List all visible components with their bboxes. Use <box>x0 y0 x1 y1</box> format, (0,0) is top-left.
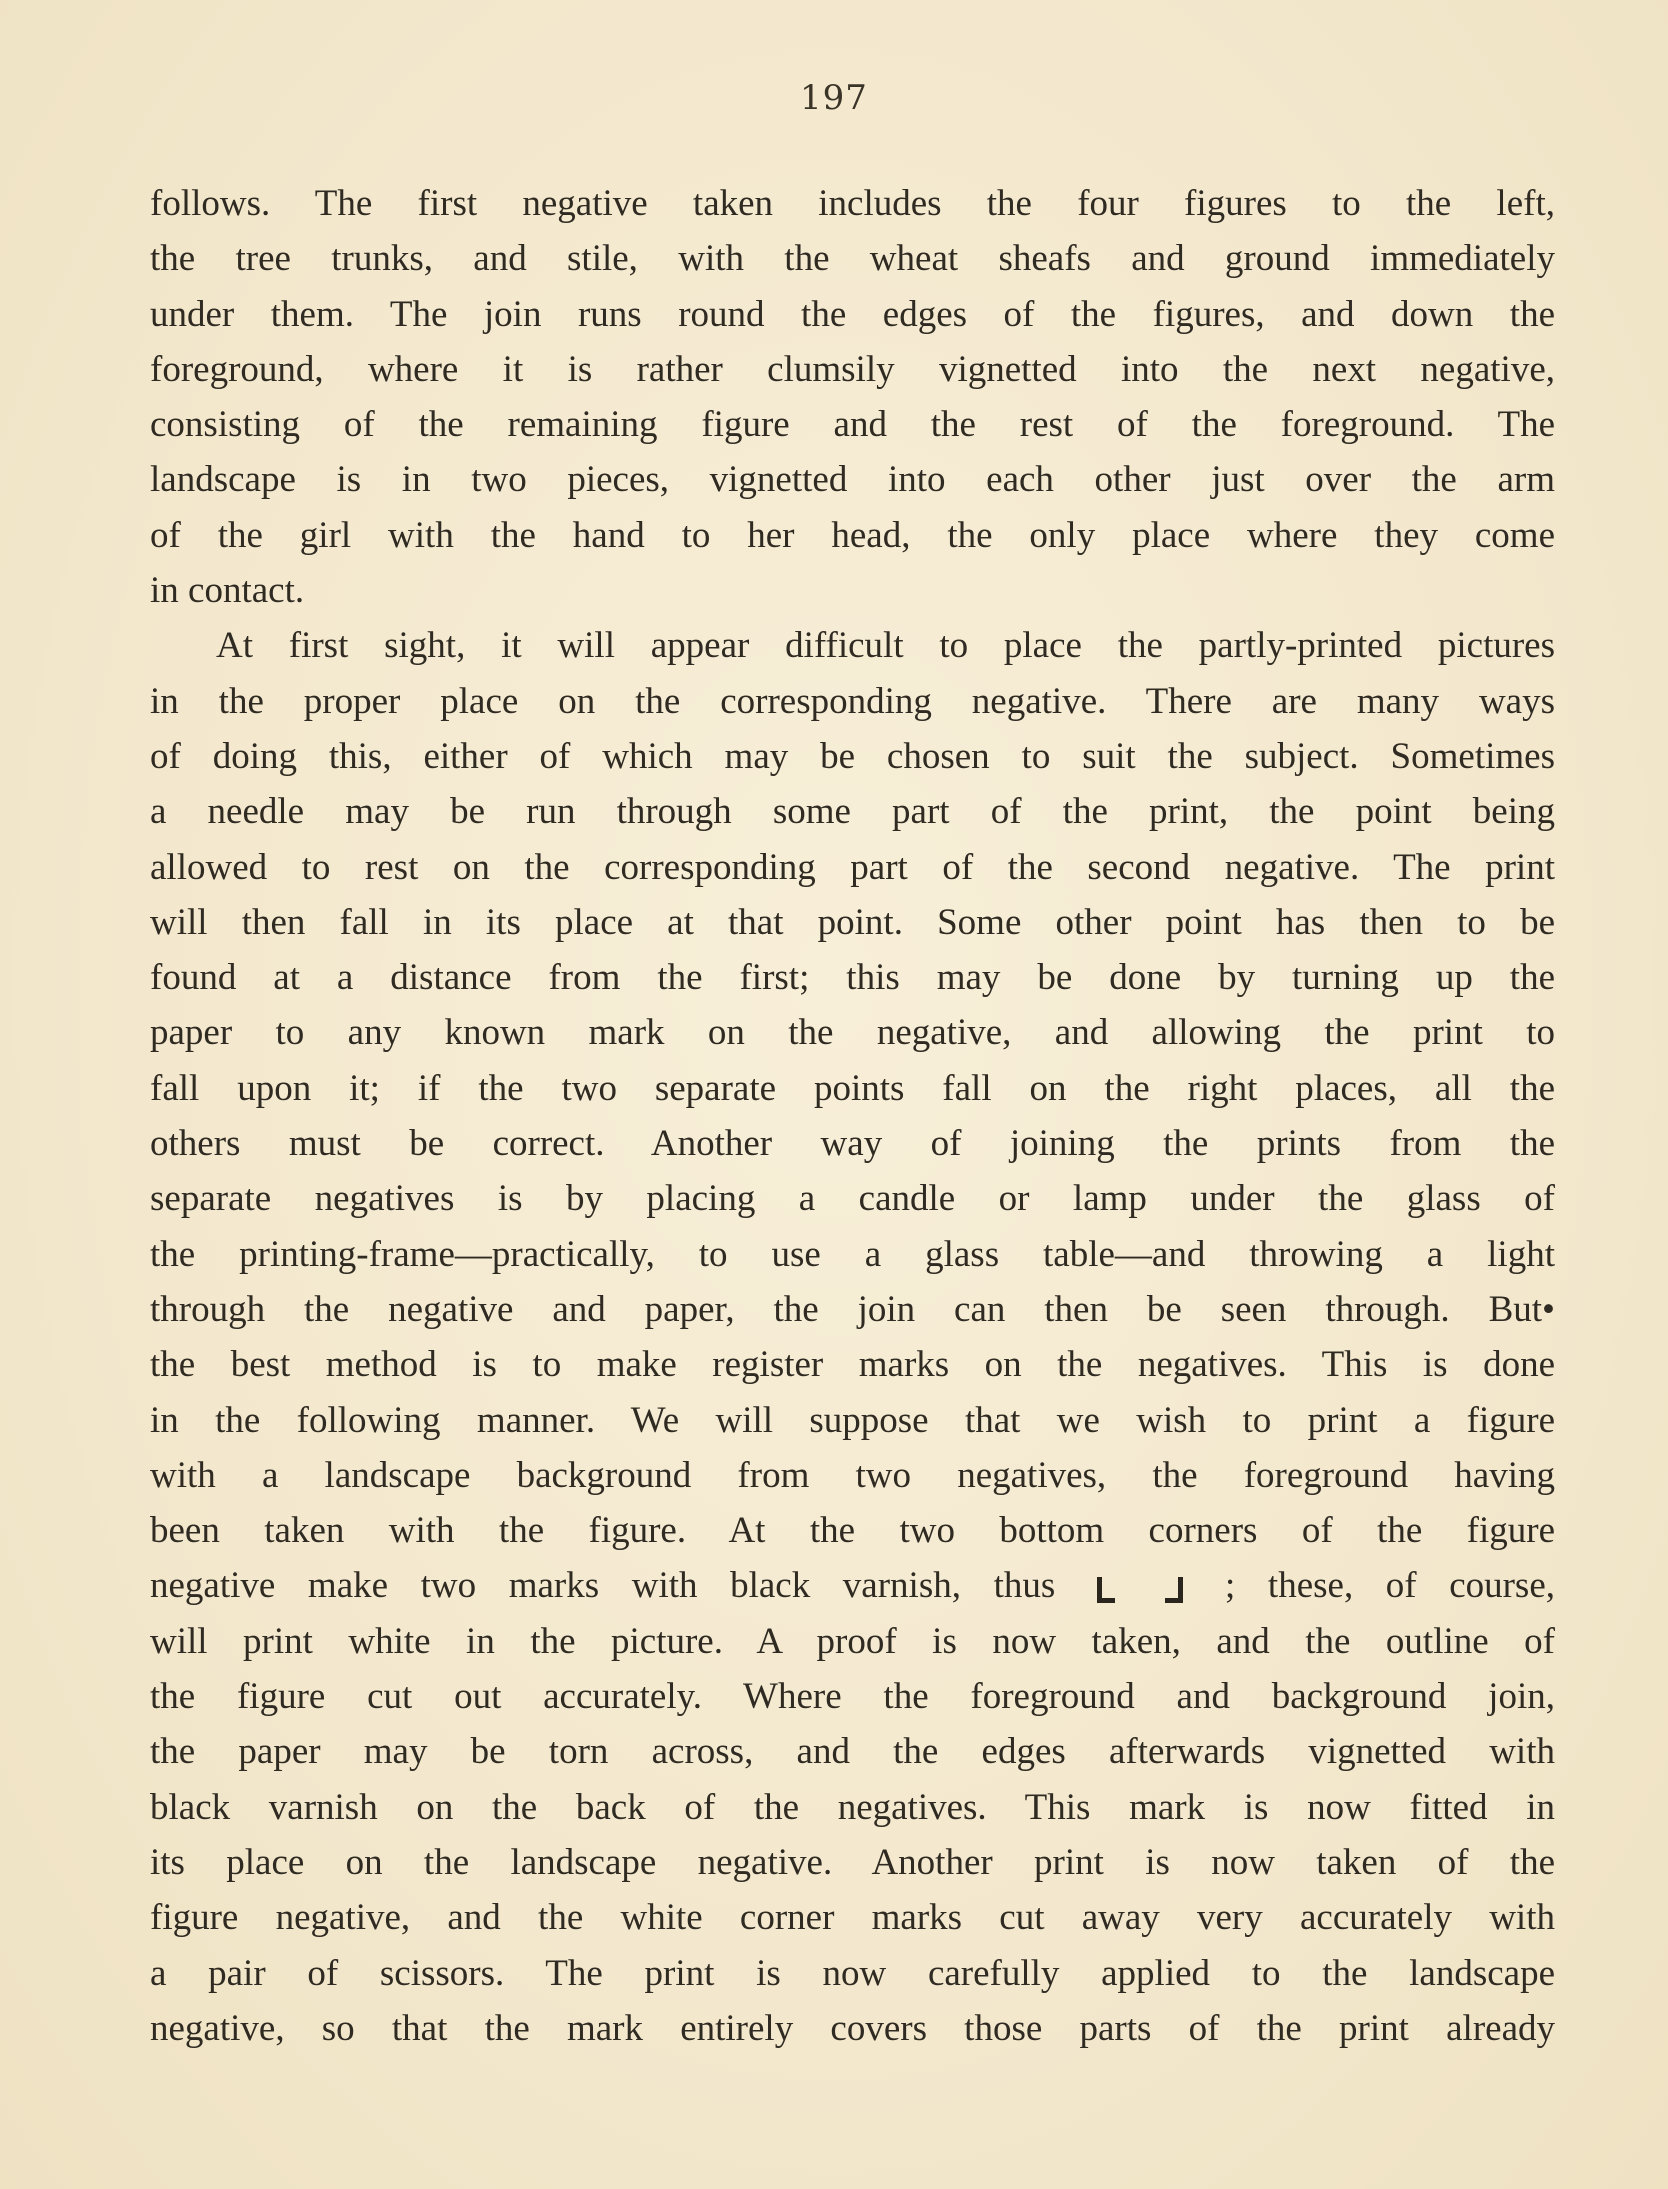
text-line: At first sight, it will appear difficult to place the partly-printed pictures <box>216 625 1555 667</box>
text-line: been taken with the figure. At the two bottom corners of the figure <box>150 1510 1555 1552</box>
register-mark-right-icon <box>1162 1575 1186 1605</box>
text-line: of the girl with the hand to her head, the only place where they come <box>150 514 1555 556</box>
text-line: foreground, where it is rather clumsily vignetted into the next negative, <box>150 348 1555 390</box>
marks-line-before: negative make two marks with black varnish, thus <box>150 1565 1056 1607</box>
text-line: a needle may be run through some part of the print, the point being <box>150 791 1555 833</box>
marks-line-after: ; these, of course, <box>1225 1565 1555 1607</box>
text-line: separate negatives is by placing a candle or lamp under the glass of <box>150 1178 1555 1220</box>
text-line: follows. The first negative taken includes the four figures to the left, <box>150 183 1555 224</box>
text-line: the printing-frame—practically, to use a glass table—and throwing a light <box>150 1233 1555 1275</box>
text-line: a pair of scissors. The print is now carefully applied to the landscape <box>150 1952 1555 1994</box>
text-line: of doing this, either of which may be chosen to suit the subject. Sometimes <box>150 735 1555 777</box>
text-line: consisting of the remaining figure and the rest of the foreground. The <box>150 404 1555 446</box>
text-line: its place on the landscape negative. Another print is now taken of the <box>150 1841 1555 1883</box>
text-line: in the following manner. We will suppose that we wish to print a figure <box>150 1399 1555 1441</box>
text-line: fall upon it; if the two separate points fall on the right places, all the <box>150 1067 1555 1109</box>
text-line: found at a distance from the first; this may be done by turning up the <box>150 957 1555 999</box>
body-text <box>150 176 1555 2056</box>
text-line: the tree trunks, and stile, with the wheat sheafs and ground immediately <box>150 238 1555 280</box>
text-line: in contact. <box>150 570 305 612</box>
text-line: with a landscape background from two negatives, the foreground having <box>150 1454 1555 1496</box>
text-line: allowed to rest on the corresponding part of the second negative. The print <box>150 846 1555 888</box>
text-line: the paper may be torn across, and the edges afterwards vignetted with <box>150 1731 1555 1773</box>
text-line: the figure cut out accurately. Where the foreground and background join, <box>150 1676 1555 1718</box>
text-line: negative, so that the mark entirely covers those parts of the print already <box>150 2007 1555 2049</box>
text-line: will print white in the picture. A proof is now taken, and the outline of <box>150 1620 1555 1662</box>
text-line: in the proper place on the corresponding negative. There are many ways <box>150 680 1555 722</box>
text-line: others must be correct. Another way of joining the prints from the <box>150 1123 1555 1165</box>
text-line: landscape is in two pieces, vignetted into each other just over the arm <box>150 459 1555 501</box>
page-number: 197 <box>800 78 868 118</box>
text-line-with-marks <box>150 1558 1555 1613</box>
text-line: figure negative, and the white corner marks cut away very accurately with <box>150 1897 1555 1939</box>
register-mark-left-icon <box>1094 1575 1118 1605</box>
text-line: will then fall in its place at that point. Some other point has then to be <box>150 901 1555 943</box>
text-line: through the negative and paper, the join can then be seen through. But• <box>150 1288 1555 1330</box>
text-line: black varnish on the back of the negatives. This mark is now fitted in <box>150 1786 1555 1828</box>
text-line: the best method is to make register marks on the negatives. This is done <box>150 1344 1555 1386</box>
text-line: under them. The join runs round the edges of the figures, and down the <box>150 293 1555 335</box>
text-line: paper to any known mark on the negative, and allowing the print to <box>150 1012 1555 1054</box>
